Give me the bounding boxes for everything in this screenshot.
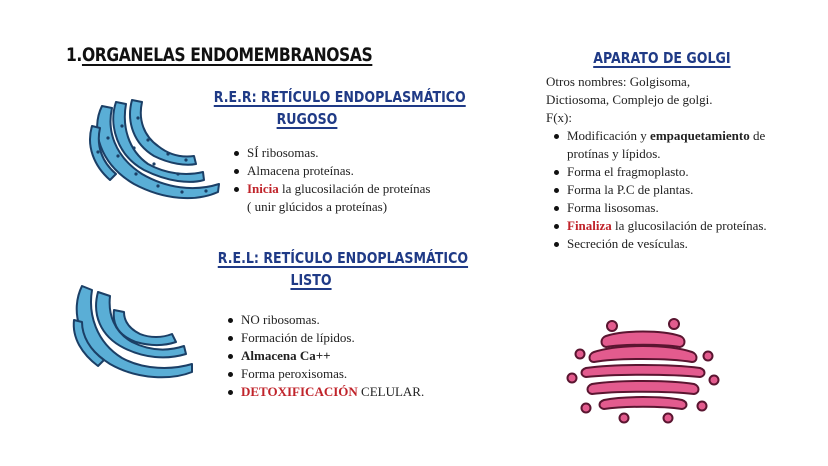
main-title-text: ORGANELAS ENDOMEMBRANOSAS xyxy=(81,44,373,66)
golgi-fx-label: F(x): xyxy=(546,110,572,125)
rel-item-3: Almacena Ca++ xyxy=(226,347,424,365)
golgi-item-2: Forma el fragmoplasto. xyxy=(552,163,782,181)
rel-title-line1: R.E.L: RETÍCULO ENDOPLASMÁTICO xyxy=(217,249,469,267)
rel-item-2: Formación de lípidos. xyxy=(226,329,424,347)
rel-title xyxy=(217,247,469,291)
rel-item-5: DETOXIFICACIÓN CELULAR. xyxy=(226,383,424,401)
rer-item-3-continuation: ( unir glúcidos a proteínas) xyxy=(247,199,388,214)
rel-title-line2: LISTO xyxy=(290,271,332,289)
golgi-illustration xyxy=(564,316,722,428)
rer-item-2: Almacena proteínas. xyxy=(232,162,430,180)
golgi-item-1: Modificación y empaquetamiento de protínas y lípidos. xyxy=(552,127,782,163)
rer-title-line1: R.E.R: RETÍCULO ENDOPLASMÁTICO xyxy=(213,88,466,106)
golgi-title: APARATO DE GOLGI xyxy=(593,49,731,67)
golgi-item-6: Secreción de vesículas. xyxy=(552,235,782,253)
rel-illustration xyxy=(68,280,196,384)
main-title-number: 1. xyxy=(66,44,82,66)
rer-title xyxy=(213,86,466,130)
rer-item-1: SÍ ribosomas. xyxy=(232,144,430,162)
rer-title-line2: RUGOSO xyxy=(276,110,338,128)
golgi-item-5: Finaliza la glucosilación de proteínas. xyxy=(552,217,782,235)
rel-item-1: NO ribosomas. xyxy=(226,311,424,329)
golgi-item-4: Forma lisosomas. xyxy=(552,199,782,217)
golgi-other-names-1: Otros nombres: Golgisoma, xyxy=(546,74,691,89)
main-title xyxy=(66,44,372,66)
golgi-item-3: Forma la P.C de plantas. xyxy=(552,181,782,199)
golgi-other-names-2: Dictiosoma, Complejo de golgi. xyxy=(546,92,713,107)
rer-item-3: Inicia la glucosilación de proteínas xyxy=(232,180,430,198)
rel-list xyxy=(226,311,424,401)
golgi-text xyxy=(546,73,782,253)
golgi-list xyxy=(552,127,782,253)
rer-illustration xyxy=(82,96,224,208)
rel-item-4: Forma peroxisomas. xyxy=(226,365,424,383)
rer-list xyxy=(232,144,430,216)
